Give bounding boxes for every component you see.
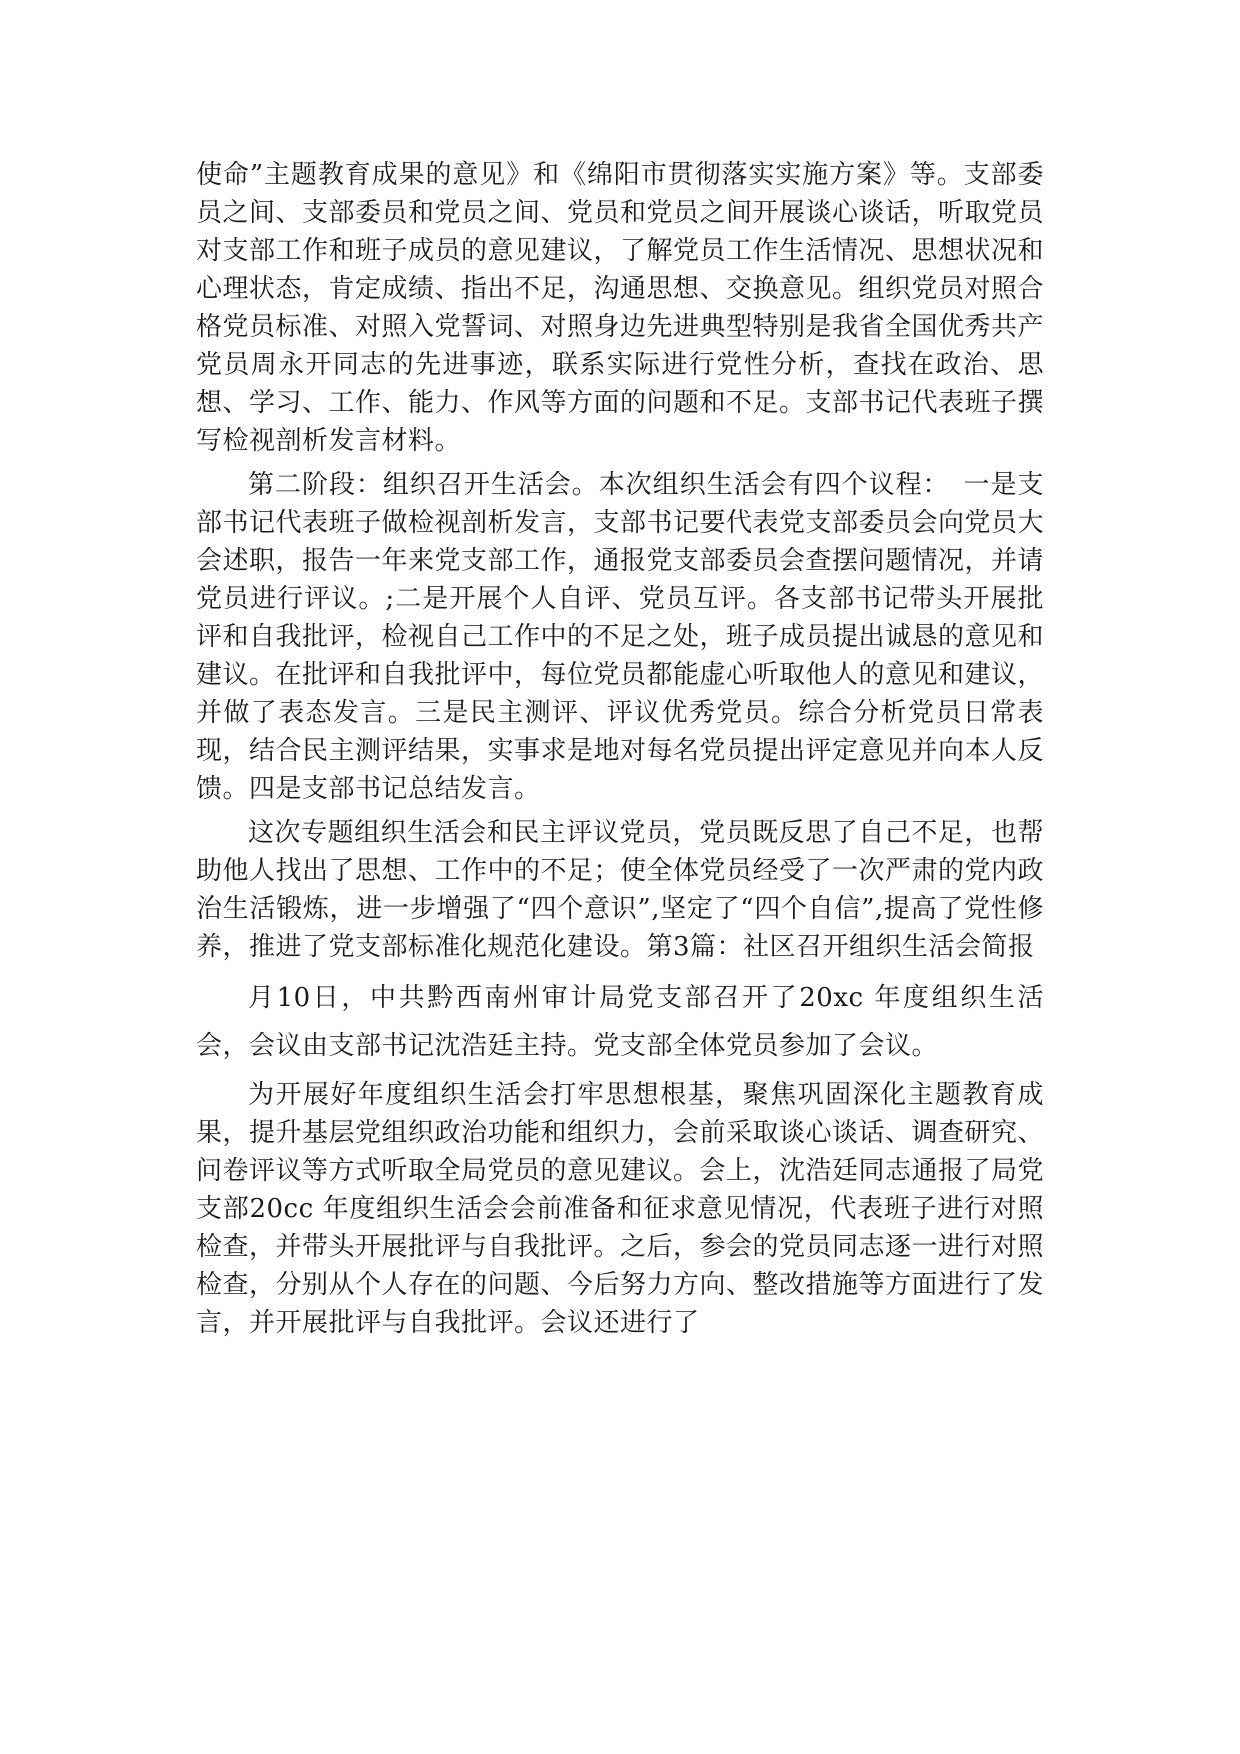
paragraph-1: 使命”主题教育成果的意见》和《绵阳市贯彻落实实施方案》等。支部委员之间、支部委员和党员之间、党员和党员之间开展谈心谈话，听取党员对支部工作和班子成员的意见建议，了解党员工作生活情况、思想状况和心理状态，肯定成绩、指出不足，沟通思想、交换意见。组织党员对照合格党员标准、对照入党誓词、对照身边先进典型特别是我省全国优秀共产党员周永开同志的先进事迹，联系实际进行党性分析，查找在政治、思想、学习、工作、能力、作风等方面的问题和不足。支部书记代表班子撰写检视剖析发言材料。	[196, 160, 1045, 456]
paragraph-5: 为开展好年度组织生活会打牢思想根基，聚焦巩固深化主题教育成果，提升基层党组织政治功能和组织力，会前采取谈心谈话、调查研究、问卷评议等方式听取全局党员的意见建议。会上，沈浩廷同志通报了局党支部20cc 年度组织生活会会前准备和征求意见情况，代表班子进行对照检查，并带头开展批评与自我批评。之后，参会的党员同志逐一进行对照检查，分别从个人存在的问题、今后努力方向、整改措施等方面进行了发言，并开展批评与自我批评。会议还进行了	[196, 1080, 1045, 1338]
paragraph-3: 这次专题组织生活会和民主评议党员，党员既反思了自己不足，也帮助他人找出了思想、工作中的不足；使全体党员经受了一次严肃的党内政治生活锻炼，进一步增强了“四个意识”,坚定了“四个自信”,提高了党性修养，推进了党支部标准化规范化建设。第3篇：社区召开组织生活会简报	[196, 818, 1045, 962]
paragraph-2: 第二阶段：组织召开生活会。本次组织生活会有四个议程： 一是支部书记代表班子做检视剖析发言，支部书记要代表党支部委员会向党员大会述职，报告一年来党支部工作，通报党支部委员会查摆问题情况，并请党员进行评议。;二是开展个人自评、党员互评。各支部书记带头开展批评和自我批评，检视自己工作中的不足之处，班子成员提出诚恳的意见和建议。在批评和自我批评中，每位党员都能虚心听取他人的意见和建议，并做了表态发言。三是民主测评、评议优秀党员。综合分析党员日常表现，结合民主测评结果，实事求是地对每名党员提出评定意见并向本人反馈。四是支部书记总结发言。	[196, 470, 1045, 804]
paragraph-4: 月10日，中共黔西南州审计局党支部召开了20xc 年度组织生活会，会议由支部书记沈浩廷主持。党支部全体党员参加了会议。	[196, 983, 1044, 1061]
document-body	[196, 156, 1044, 1348]
